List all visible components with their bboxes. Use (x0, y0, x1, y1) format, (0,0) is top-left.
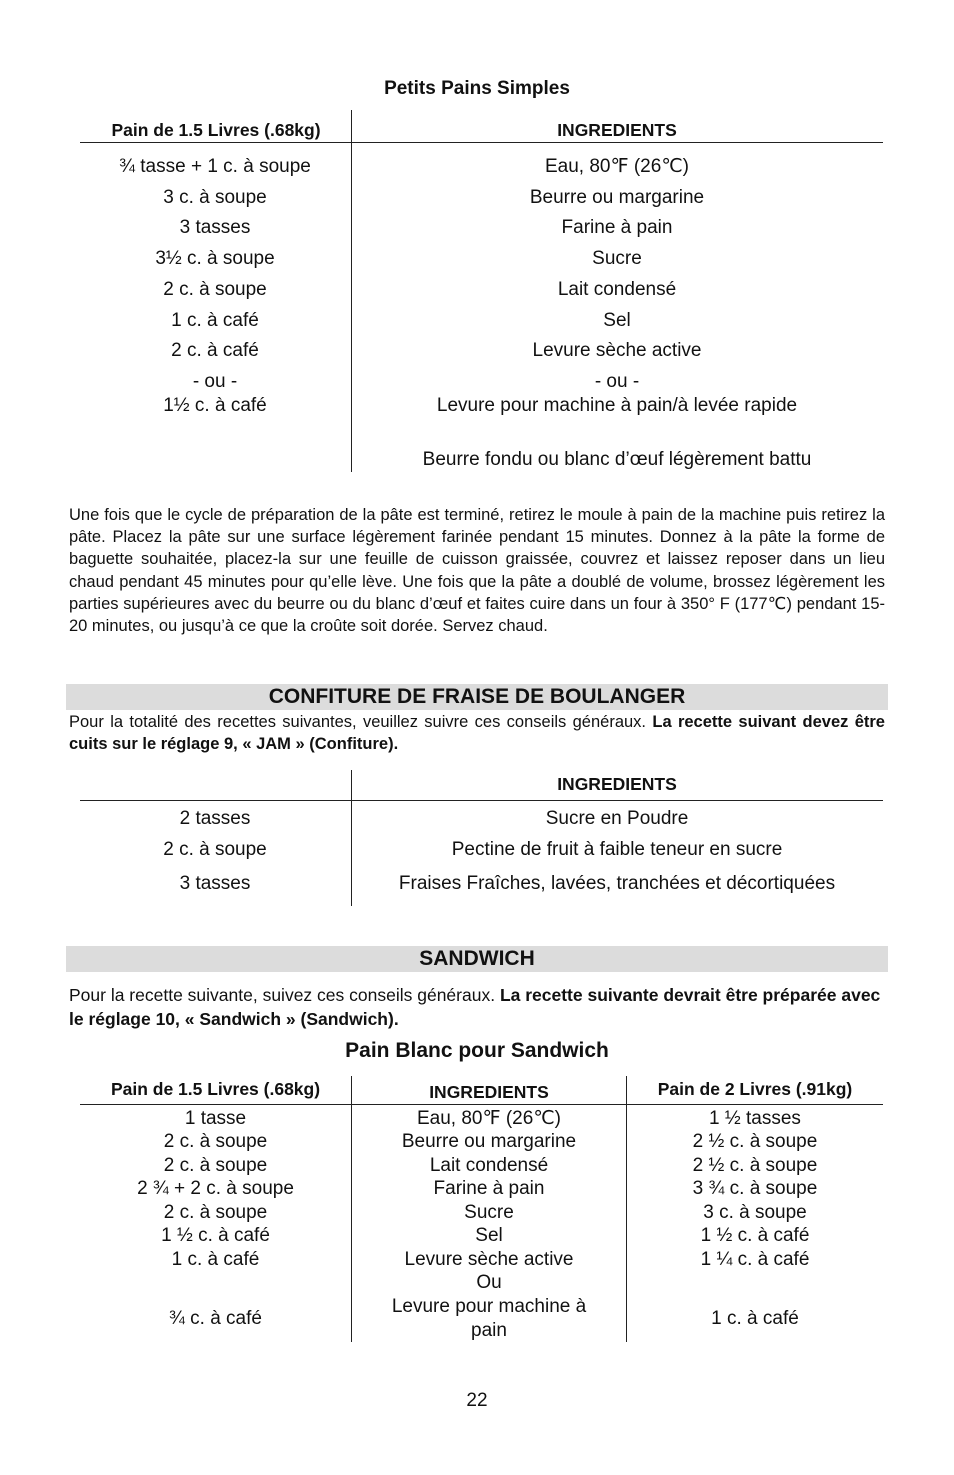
table-cell-ingredient: Lait condensé (557, 279, 677, 300)
table-header-rule (80, 142, 883, 143)
table-cell-ingredient: Levure pour machine à pain/à levée rapide (436, 395, 798, 416)
intro-setting: La recette suivante devrait être préparée avec le réglage 10, « Sandwich » (Sandwich). (69, 985, 881, 1029)
table-header-col2: INGREDIENTS (429, 1082, 549, 1102)
table-cell-ingredient: Levure pour machine à (391, 1296, 587, 1317)
table-cell-qty-2lb: 3 c. à soupe (703, 1202, 807, 1223)
table-cell-qty: 1 c. à café (171, 310, 259, 331)
table-cell-qty-1-5lb: 2 c. à soupe (163, 1202, 268, 1223)
table-cell-ingredient: Sel (603, 310, 631, 331)
table-cell-qty-2lb: 1 ¼ c. à café (700, 1249, 810, 1270)
table-cell-ingredient: Lait condensé (429, 1155, 549, 1176)
table-cell-qty-2lb: 3 ¾ c. à soupe (692, 1178, 818, 1199)
table-cell-ingredient: Pectine de fruit à faible teneur en sucre (451, 839, 783, 860)
table-cell-qty-1-5lb: ¾ c. à café (169, 1308, 262, 1329)
section-heading: CONFITURE DE FRAISE DE BOULANGER (268, 685, 686, 708)
table-cell-or: - ou - (192, 371, 238, 392)
table-cell-ingredient: Sucre en Poudre (545, 808, 689, 829)
table-cell-ingredient: Beurre ou margarine (401, 1131, 577, 1152)
table-cell-qty-2lb: 2 ½ c. à soupe (692, 1131, 818, 1152)
table-cell-ingredient: Eau, 80℉ (26℃) (417, 1108, 561, 1129)
table-cell-ingredient: Levure sèche active (532, 340, 702, 361)
table-cell-ingredient: Eau, 80℉ (26℃) (545, 156, 689, 177)
table-cell-qty-2lb: 1 ½ c. à café (700, 1225, 810, 1246)
table-cell-qty: 3 tasses (179, 873, 251, 894)
table-cell-qty-2lb: 1 c. à café (711, 1308, 799, 1329)
table-cell-qty: 2 tasses (179, 808, 251, 829)
page-number: 22 (466, 1390, 488, 1411)
table-header-right: INGREDIENTS (557, 120, 677, 140)
section-intro (69, 983, 885, 1031)
table-header-left: Pain de 1.5 Livres (.68kg) (111, 120, 321, 140)
recipe-instructions: Une fois que le cycle de préparation de la pâte est terminé, retirez le moule à pain de la machine puis retirez la pâte. Placez la pâte sur une surface légèrement farinée pendant 15 minutes. Donnez à la pâte la forme de baguette souhaitée, placez-la sur une feuille de cuisson graissée, couvrez et laissez reposer dans un lieu chaud pendant 45 minutes pour qu’elle lève. Une fois que la pâte a doublé de volume, brossez légèrement les parties supérieures avec du beurre ou du blanc d’œuf et faites cuire dans un four à 350° F (177℃) pendant 15-20 minutes, ou jusqu’à ce que la croûte soit dorée. Servez chaud. (69, 506, 885, 636)
table-cell-ingredient: Fraises Fraîches, lavées, tranchées et décortiquées (398, 873, 836, 894)
table-cell-qty-1-5lb: 2 c. à soupe (163, 1155, 268, 1176)
table-cell-qty: 2 c. à soupe (163, 279, 267, 300)
table-cell-qty-2lb: 2 ½ c. à soupe (692, 1155, 818, 1176)
table-cell-qty-1-5lb: 1 c. à café (171, 1249, 260, 1270)
table-header-rule (80, 800, 883, 801)
table-cell-ingredient: pain (471, 1320, 507, 1341)
table-header-right: INGREDIENTS (557, 774, 677, 794)
table-cell-ingredient: Beurre ou margarine (529, 187, 705, 208)
intro-text: Pour la totalité des recettes suivantes, veuillez suivre ces conseils généraux. (69, 713, 647, 731)
table-cell-qty: 1½ c. à café (163, 395, 267, 416)
table-cell-qty: 3½ c. à soupe (155, 248, 275, 269)
table-cell-qty-1-5lb: 2 c. à soupe (163, 1131, 268, 1152)
table-cell-ingredient: Sucre (592, 248, 642, 269)
table-cell-ingredient: Ou (476, 1272, 502, 1293)
intro-text: Pour la recette suivante, suivez ces conseils généraux. (69, 985, 496, 1005)
table-cell-qty: 3 c. à soupe (163, 187, 267, 208)
table-header-col1: Pain de 1.5 Livres (.68kg) (110, 1079, 321, 1099)
section-intro (69, 711, 885, 755)
table-header-rule (80, 1104, 883, 1105)
recipe-title: Petits Pains Simples (384, 78, 570, 99)
table-header-col3: Pain de 2 Livres (.91kg) (657, 1079, 853, 1099)
table-cell-ingredient: Sel (475, 1225, 503, 1246)
table-cell-ingredient: Sucre (464, 1202, 514, 1223)
table-cell-or: - ou - (594, 371, 640, 392)
table-cell-ingredient: Levure sèche active (404, 1249, 574, 1270)
table-cell-qty: 2 c. à soupe (163, 839, 267, 860)
table-cell-qty: ¾ tasse + 1 c. à soupe (119, 156, 311, 177)
table-cell-qty-1-5lb: 2 ¾ + 2 c. à soupe (137, 1178, 294, 1199)
table-cell-qty-1-5lb: 1 ½ c. à café (161, 1225, 270, 1246)
table-cell-ingredient: Farine à pain (561, 217, 673, 238)
section-heading: SANDWICH (419, 947, 535, 970)
table-cell-qty-2lb: 1 ½ tasses (709, 1108, 801, 1129)
recipe-title: Pain Blanc pour Sandwich (345, 1039, 609, 1062)
table-cell-ingredient: Farine à pain (433, 1178, 545, 1199)
table-cell-qty: 2 c. à café (171, 340, 259, 361)
intro-setting: La recette suivant devez être cuits sur le réglage 9, « JAM » (Confiture). (69, 713, 885, 754)
table-cell-qty-1-5lb: 1 tasse (184, 1108, 247, 1129)
table-cell-ingredient: Beurre fondu ou blanc d’œuf légèrement battu (422, 449, 812, 470)
table-cell-qty: 3 tasses (179, 217, 251, 238)
